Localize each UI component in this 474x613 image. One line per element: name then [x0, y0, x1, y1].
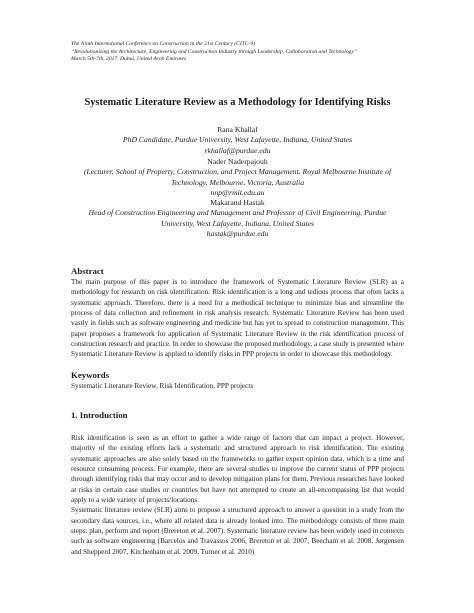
conference-name: The Ninth International Conference on Construction in the 21st Century (CITC-9): [71, 41, 256, 47]
paper-title: Systematic Literature Review as a Methodology for Identifying Risks: [84, 97, 391, 108]
author-email: rkhallaf@purdue.edu: [204, 145, 271, 155]
abstract-text: The main purpose of this paper is to introduce the framework of Systematic Literature Review (SLR) as a methodology for research on risk identification. Risk identification is a long and tedious process that often lacks a systematic approach. Therefore, there is a need for a methodical technique to minimize bias and streamline the process of data collection and refinement in risk analysis research. Systematic Literature Review has been used vastly in fields such as software engineering and medicine but has yet to spread to construction management. This paper proposes a framework for application of Systematic Literature Review in the risk identification process of construction research and practice. In order to showcase the proposed methodology, a case study is presented where Systematic Literature Review is applied to identify risks in PPP projects in order to showcase this methodology.: [71, 278, 404, 359]
abstract-heading: Abstract: [71, 266, 104, 276]
conference-date: March 5th-7th, 2017, Dubai, United Arab Emirates: [71, 56, 187, 63]
author-affiliation: PhD Candidate, Purdue University, West Lafayette, Indiana, United States: [122, 135, 353, 145]
author-email: nnp@rmit.edu.au: [210, 187, 265, 197]
author-block: [71, 157, 404, 198]
author-affiliation: (Lecturer, School of Property, Construction, and Project Management, Royal Melbourne Institute of Technology, Melbourne, Victoria, Australia: [83, 167, 392, 187]
author-block: [71, 125, 404, 156]
introduction-paragraph: Systematic literature review (SLR) aims to propose a structured approach to answer a question in a study from the secondary data sources, i.e., where all related data is already looked into. The methodology consists of three main steps: plan, perform and report (Brereton et al. 2007). Systematic literature review has been widely used in contexts such as software engineering (Barcelos and Travassos 2006, Brereton et al. 2007, Beecham et al. 2008, Jørgensen and Shepperd 2007, Kitchenham et al. 2009, Turner et al. 2010): [71, 506, 404, 556]
author-name: Makarand Hastak: [210, 198, 265, 207]
keywords-text: Systematic Literature Review, Risk Identification, PPP projects: [71, 382, 254, 390]
author-name: Nader Naderpajouh: [207, 157, 268, 166]
keywords-heading: Keywords: [71, 370, 110, 380]
introduction-paragraph: Risk identification is seen as an effort to gather a wide range of factors that can impact a project. However, majority of the existing efforts lack a systematic and structured approach to risk identification. The existing systematic approaches are also solely based on the frameworks to gather expert opinion data, which is a time and resource consuming process. For example, there are several studies to improve the current status of PPP projects through identifying risks that may occur and to develop mitigation plans for them. Previous researches have looked at risks in certain case studies or countries but have not attempted to create an all-encompassing list that would apply to a wide variety of projects/locations.: [71, 434, 404, 505]
author-email: hastak@purdue.edu: [206, 228, 269, 238]
conference-theme: “Revolutionizing the Architecture, Engineering and Construction Industry through Leadership, Collaboration and Technology”: [71, 48, 358, 55]
introduction-heading: 1. Introduction: [71, 410, 128, 420]
author-block: [71, 198, 404, 239]
author-name: Rana Khallaf: [217, 125, 258, 134]
introduction-body: [71, 433, 404, 557]
author-affiliation: Head of Construction Engineering and Management and Professor of Civil Engineering, Purdue University, West Lafayette, Indiana, United States: [88, 208, 387, 228]
conference-header: [71, 41, 411, 64]
